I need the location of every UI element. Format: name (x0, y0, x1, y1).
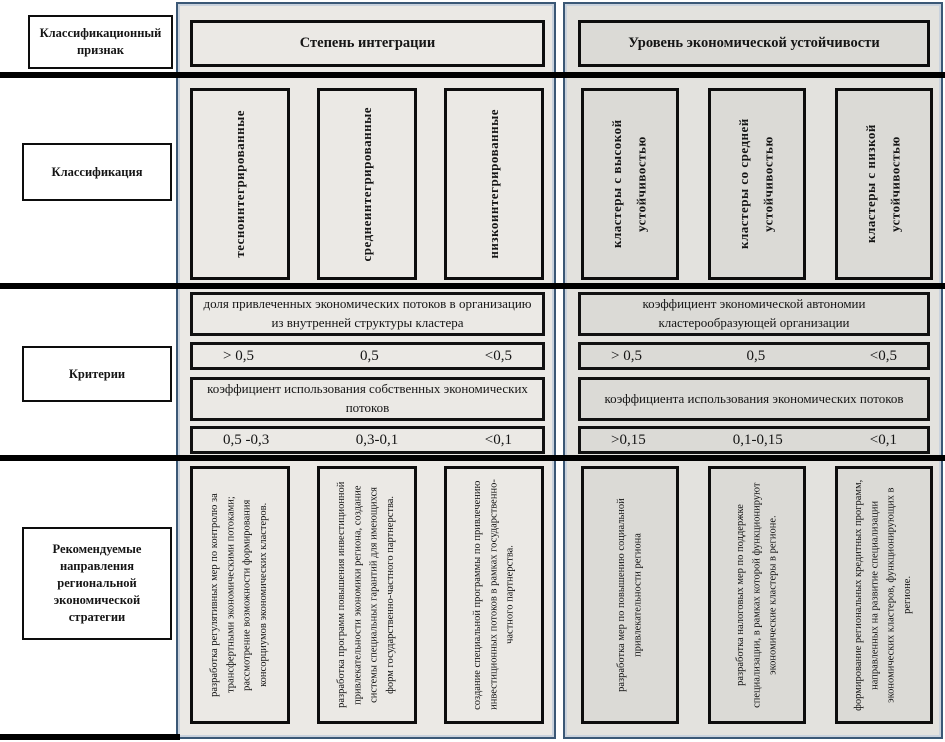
separator-line (0, 72, 945, 78)
strategy-box-social-attractiveness (581, 466, 679, 724)
strategy-text: формирование региональных кредитных программ, направленных на развитие специализации экономических кластеров, функционирующих в регионе. (853, 479, 914, 711)
row-label-strategy: Рекомендуемые направления региональной экономической стратегии (22, 527, 172, 640)
strategy-text: разработка налоговых мер по поддержке специализации, в рамках которой функционируют экономические кластеры в регионе. (734, 482, 779, 708)
class-box-low-integrated (444, 88, 544, 280)
value-mid: 0,5 (746, 347, 766, 364)
class-label: среднеинтегрированные (358, 106, 374, 262)
value-mid: 0,5 (360, 347, 379, 364)
stability-panel-title: Уровень экономической устойчивости (578, 20, 930, 67)
class-box-medium-stability (708, 88, 806, 280)
criterion-values-own-flows (190, 426, 545, 454)
strategy-text: разработка программ повышения инвестиционной привлекательности экономики региона, создание системы специальных гарантий для имеющихся форм государственно-частного партнерства. (336, 481, 397, 709)
value-high: > 0,5 (611, 347, 642, 364)
value-mid: 0,3-0,1 (355, 431, 399, 448)
value-low: <0,1 (484, 431, 512, 448)
class-box-low-stability (835, 88, 933, 280)
value-high: > 0,5 (223, 347, 254, 364)
class-label: кластеры с высокой устойчивостью (609, 119, 649, 249)
class-label: кластеры со средней устойчивостью (736, 118, 776, 250)
class-label: тесноинтегрированные (231, 110, 247, 258)
class-label: низкоинтегрированные (485, 109, 501, 259)
row-label-classification: Классификация (22, 143, 172, 201)
criterion-name-own-flows: коэффициент использования собственных экономических потоков (190, 377, 545, 421)
class-label: кластеры с низкой устойчивостью (863, 124, 903, 244)
value-low: <0,1 (869, 431, 897, 448)
strategy-text: создание специальной программы по привлечению инвестиционных потоков в рамках государственно-частного партнерства. (471, 479, 516, 711)
integration-panel-title: Степень интеграции (190, 20, 545, 67)
class-box-medium-integrated (317, 88, 417, 280)
strategy-text: разработка регулятивных мер по контролю за трансфертными экономическими потоками; рассмотрение возможности формирования консорциумов экономических кластеров. (209, 493, 270, 697)
class-box-high-stability (581, 88, 679, 280)
separator-line (0, 283, 945, 289)
value-mid: 0,1-0,15 (732, 431, 783, 448)
value-high: 0,5 -0,3 (223, 431, 270, 448)
criterion-values-attracted-flows (190, 342, 545, 370)
criterion-name-attracted-flows: доля привлеченных экономических потоков в организацию из внутренней структуры кластера (190, 292, 545, 336)
strategy-text: разработка мер по повышению социальной привлекательности региона (615, 498, 643, 692)
strategy-box-tax-measures (708, 466, 806, 724)
criterion-name-flows-usage: коэффициента использования экономических потоков (578, 377, 930, 421)
strategy-box-credit-programs (835, 466, 933, 724)
class-box-tightly-integrated (190, 88, 290, 280)
value-low: <0,5 (484, 347, 512, 364)
row-label-classification-attribute: Классификационный признак (28, 15, 173, 69)
criterion-values-economic-autonomy (578, 342, 930, 370)
row-label-criteria: Критерии (22, 346, 172, 402)
strategy-box-investment-programs (317, 466, 417, 724)
separator-line (0, 455, 945, 461)
criterion-values-flows-usage (578, 426, 930, 454)
value-high: >0,15 (611, 431, 646, 448)
separator-line-bottom (0, 734, 180, 740)
criterion-name-economic-autonomy: коэффициент экономической автономии кластерообразующей организации (578, 292, 930, 336)
value-low: <0,5 (869, 347, 897, 364)
strategy-box-special-program (444, 466, 544, 724)
strategy-box-regulatory-measures (190, 466, 290, 724)
